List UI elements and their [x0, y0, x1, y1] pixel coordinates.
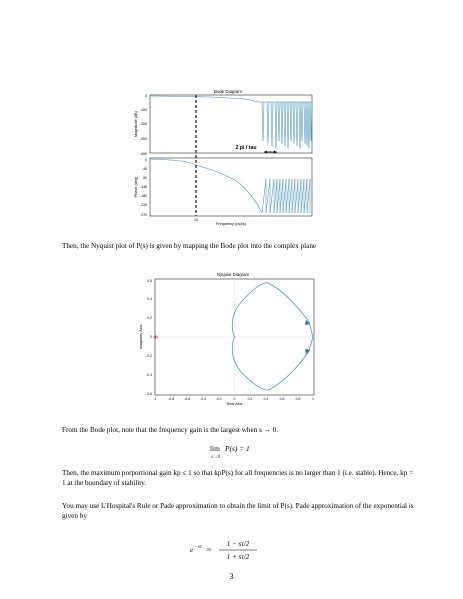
nyq-x-tick: 0 [233, 397, 236, 401]
paragraph-bode-note: From the Bode plot, note that the frequency gain is the largest when s → 0. [62, 426, 279, 434]
nyq-x-tick: -0.4 [200, 397, 206, 401]
phase-tick: -135 [140, 185, 147, 189]
phase-tick: 0 [145, 158, 147, 162]
pade-denominator: 1 + sτ/2 [226, 553, 250, 561]
phase-ylabel: Phase (deg) [134, 176, 138, 198]
lim-expression: P(s) = 1 [225, 444, 250, 453]
bode-xlabel: Frequency (rad/s) [216, 222, 246, 226]
paragraph-max-gain: Then, the maximum porportional gain kp ≤ 1 so that kpP(s) for all frequencies is no larger than 1 (i.e. stable). Hence, kp = 1 at the boundary of stability. [62, 469, 414, 487]
pade-lhs: e [190, 545, 194, 554]
mag-tick: -400 [139, 152, 147, 156]
lim-operator: lim [210, 444, 220, 453]
nyq-x-tick: 0.6 [279, 397, 285, 401]
nyquist-figure [139, 272, 314, 406]
bode-figure [134, 89, 312, 226]
paragraph-pade: You may use L'Hospital's Rule or Pade approximation to obtain the limit of P(s). Pade approximation of the exponential is given by [62, 502, 414, 520]
nyq-x-tick: 0.2 [247, 397, 253, 401]
mag-tick: -300 [139, 137, 147, 141]
nyq-y-tick: -0.4 [146, 373, 152, 377]
nyq-y-tick: 0.2 [147, 316, 152, 320]
paragraph-nyquist-intro: Then, the Nyquist plot of P(s) is given by mapping the Bode plot into the complex plane [62, 242, 317, 250]
bode-title: Bode Diagram [213, 89, 243, 94]
nyq-x-tick: -0.2 [216, 397, 222, 401]
bode-x-tick: 10 [194, 218, 198, 222]
mag-tick: 0 [145, 94, 147, 98]
nyq-x-tick: -1 [153, 397, 157, 401]
equation-pade [190, 540, 257, 561]
magnitude-ticks [140, 94, 147, 156]
phase-tick: -180 [140, 194, 147, 198]
nyquist-x-ticks [153, 397, 314, 401]
pade-numerator: 1 − sτ/2 [226, 540, 250, 548]
nyq-y-tick: -0.2 [146, 354, 152, 358]
nyq-x-tick: 1 [312, 397, 314, 401]
phase-tick: -225 [140, 203, 147, 207]
nyquist-title: Nyquist Diagram [216, 272, 250, 277]
nyquist-xlabel: Real Axis [226, 402, 243, 406]
mag-tick: -200 [139, 122, 147, 126]
lim-subscript: s→0 [211, 455, 221, 460]
phase-panel [150, 158, 312, 216]
pade-exponent: −sτ [194, 545, 202, 550]
nyquist-y-ticks [146, 279, 152, 396]
phase-tick: -270 [140, 213, 147, 217]
equation-limit [210, 444, 250, 460]
nyq-x-tick: 0.8 [295, 397, 301, 401]
mag-tick: -100 [139, 108, 147, 112]
pade-approx-sign: ≈ [207, 545, 212, 554]
nyq-y-tick: 0.4 [147, 297, 152, 301]
nyq-x-tick: -0.8 [168, 397, 174, 401]
phase-ticks [140, 158, 147, 217]
nyq-x-tick: 0.4 [263, 397, 269, 401]
nyq-y-tick: 0 [150, 335, 152, 339]
page-number: 3 [229, 572, 234, 581]
nyq-y-tick: 0.6 [147, 279, 152, 283]
period-annotation: 2 pi / tau [235, 145, 257, 151]
nyq-y-tick: -0.6 [146, 392, 152, 396]
nyq-x-tick: -0.6 [184, 397, 190, 401]
phase-tick: -90 [142, 176, 147, 180]
nyquist-ylabel: Imaginary Axis [139, 324, 143, 350]
magnitude-ylabel: Magnitude (dB) [134, 111, 138, 137]
phase-tick: -45 [142, 167, 147, 171]
